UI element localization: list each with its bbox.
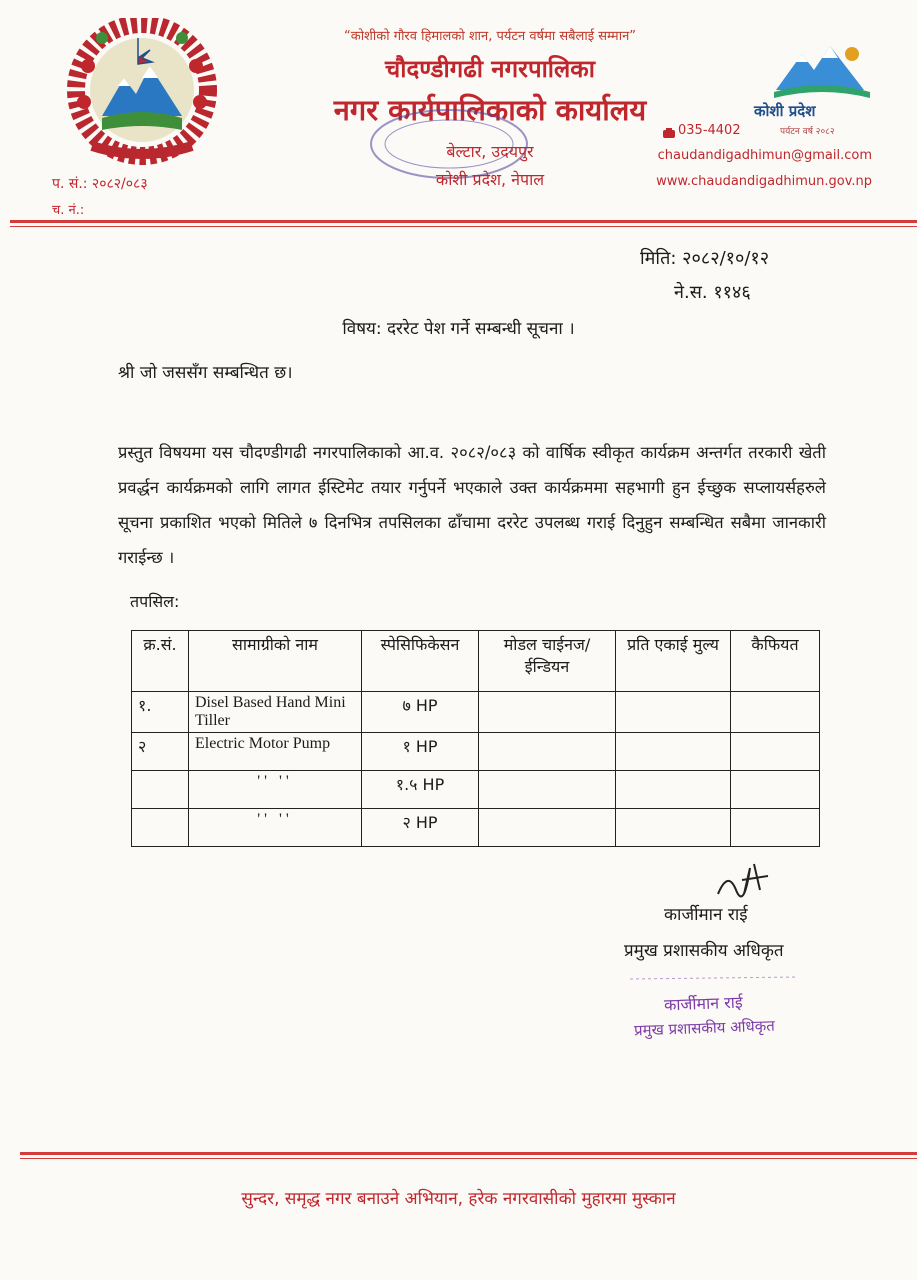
nepal-emblem-icon [62, 18, 222, 172]
letter-greeting: श्री जो जससँग सम्बन्धित छ। [118, 363, 293, 383]
footer-divider-thin [20, 1158, 917, 1159]
footer-divider [20, 1152, 917, 1155]
row-remarks [731, 692, 820, 733]
table-row [132, 809, 820, 847]
row-spec: १.५ HP [362, 771, 479, 809]
letter-body: प्रस्तुत विषयमा यस चौदण्डीगढी नगरपालिकाको आ.व. २०८२/०८३ को वार्षिक स्वीकृत कार्यक्रम अन्तर्गत तरकारी खेती प्रवर्द्धन कार्यक्रमको लागि लागत ईस्टिमेट तयार गर्नुपर्ने भएकाले उक्त कार्यक्रममा सहभागी हुन ईच्छुक सप्लायर्सहरुले सूचना प्रकाशित भएको मितिले ७ दिनभित्र तपसिलका ढाँचामा दररेट उपलब्ध गराई दिनुहुन सम्बन्धित सबैमा जानकारी गराईन्छ । [118, 443, 826, 567]
office-name: नगर कार्यपालिकाको कार्यालय [333, 93, 647, 127]
row-spec: २ HP [362, 809, 479, 847]
email-address: chaudandigadhimun@gmail.com [657, 148, 872, 163]
row-rate [616, 692, 731, 733]
row-sn [132, 771, 189, 809]
signatory-title: प्रमुख प्रशासकीय अधिकृत [624, 941, 784, 961]
row-rate [616, 771, 731, 809]
row-item-name: Electric Motor Pump [189, 733, 362, 771]
stamp-name: कार्जीमान राई [663, 992, 743, 1015]
row-sn: २ [132, 733, 189, 771]
row-item-name: '' '' [189, 809, 362, 847]
header-unit-price: प्रति एकाई मुल्य [616, 631, 731, 692]
row-remarks [731, 733, 820, 771]
address-line-1: बेल्टार, उदयपुर [446, 142, 534, 161]
header-item-name: सामाग्रीको नाम [189, 631, 362, 692]
stamp-title: प्रमुख प्रशासकीय अधिकृत [633, 1016, 776, 1040]
address-line-2: कोशी प्रदेश, नेपाल [435, 170, 545, 189]
row-spec: १ HP [362, 733, 479, 771]
header-slogan: “कोशीको गौरव हिमालको शान, पर्यटन वर्षमा सबैलाई सम्मान” [343, 29, 637, 44]
signature-scribble-icon [714, 860, 774, 904]
header-divider-thin [10, 226, 917, 227]
row-model [479, 771, 616, 809]
phone-icon [662, 124, 676, 143]
row-sn: १. [132, 692, 189, 733]
header-divider [10, 220, 917, 223]
signatory-name: कार्जीमान राई [664, 905, 748, 925]
row-rate [616, 733, 731, 771]
row-model [479, 809, 616, 847]
header-remarks: कैफियत [731, 631, 820, 692]
header-sn: क्र.सं. [132, 631, 189, 692]
row-model [479, 692, 616, 733]
row-item-name: Disel Based Hand Mini Tiller [189, 692, 362, 733]
municipality-name: चौदण्डीगढी नगरपालिका [385, 55, 595, 83]
header-model: मोडल चाईनज/ईन्डियन [479, 631, 616, 692]
phone-number: 035-4402 [678, 123, 741, 138]
row-remarks [731, 771, 820, 809]
letter-subject: विषय: दररेट पेश गर्ने सम्बन्धी सूचना । [342, 319, 575, 339]
row-remarks [731, 809, 820, 847]
row-spec: ७ HP [362, 692, 479, 733]
header-specification: स्पेसिफिकेसन [362, 631, 479, 692]
table-row [132, 771, 820, 809]
koshi-province-logo-icon [772, 40, 872, 106]
table-row [132, 692, 820, 733]
tapsil-label: तपसिल: [130, 592, 180, 611]
row-sn [132, 809, 189, 847]
province-logo-text: कोशी प्रदेश [754, 102, 816, 120]
website-url: www.chaudandigadhimun.gov.np [656, 174, 872, 189]
official-stamp-icon [626, 975, 802, 1053]
ns-number: ने.स. ११४६ [674, 282, 751, 303]
row-item-name: '' '' [189, 771, 362, 809]
row-model [479, 733, 616, 771]
letter-date: मिति: २०८२/१०/१२ [640, 248, 770, 269]
reference-number: प. सं.: २०८२/०८३ [52, 176, 148, 192]
province-logo-subtext: पर्यटन वर्ष २०८२ [780, 127, 835, 137]
table-row [132, 733, 820, 771]
chalani-number: च. नं.: [52, 203, 85, 218]
items-table [131, 630, 820, 847]
footer-motto: सुन्दर, समृद्ध नगर बनाउने अभियान, हरेक नगरवासीको मुहारमा मुस्कान [241, 1189, 676, 1209]
row-rate [616, 809, 731, 847]
table-header-row [132, 631, 820, 692]
